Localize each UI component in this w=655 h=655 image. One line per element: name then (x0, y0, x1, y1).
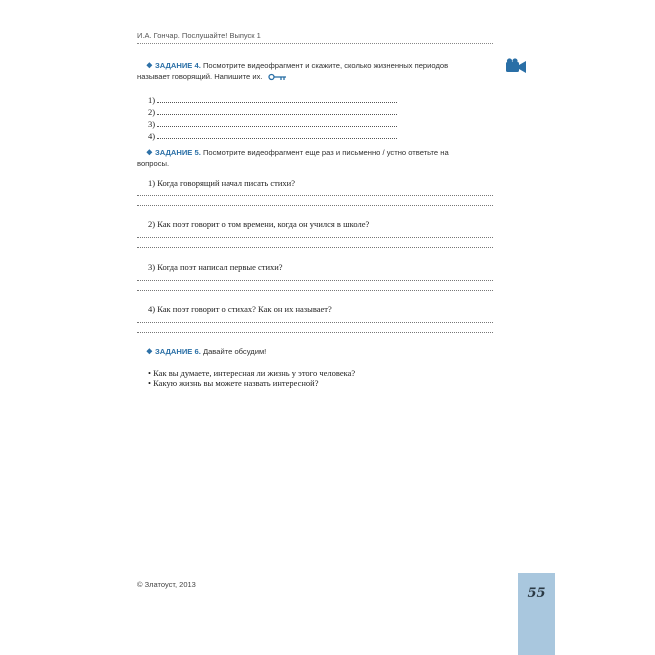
task5-question-1: 1) Когда говорящий начал писать стихи? (148, 178, 295, 188)
task6-instructions (146, 346, 506, 357)
task5-text-line1: Посмотрите видеофрагмент еще раз и письменно / устно ответьте на (202, 148, 449, 157)
task4-text-line1: Посмотрите видеофрагмент и скажите, сколько жизненных периодов (202, 61, 449, 70)
answer-line[interactable] (137, 322, 493, 323)
task6-text: Давайте обсудим! (202, 347, 267, 356)
task4-answer-line-3[interactable]: 3) (148, 119, 397, 129)
task6-label: ЗАДАНИЕ 6. (154, 347, 201, 356)
answer-line[interactable] (137, 205, 493, 206)
header-divider (137, 43, 493, 44)
task6-bullet-1: • Как вы думаете, интересная ли жизнь у этого человека? (148, 368, 356, 378)
answer-line[interactable] (137, 332, 493, 333)
task4-answer-line-4[interactable]: 4) (148, 131, 397, 141)
task5-label: ЗАДАНИЕ 5. (154, 148, 201, 157)
diamond-bullet-icon: ❖ (146, 61, 153, 70)
task5-question-2: 2) Как поэт говорит о том времени, когда он учился в школе? (148, 219, 370, 229)
task5-text-line2: вопросы. (137, 159, 170, 168)
answer-line[interactable] (137, 290, 493, 291)
task4-answer-line-1[interactable]: 1) (148, 95, 397, 105)
running-header: И.А. Гончар. Послушайте! Выпуск 1 (137, 31, 261, 40)
task5-instructions (137, 147, 506, 169)
diamond-bullet-icon: ❖ (146, 347, 153, 356)
answer-line[interactable] (137, 280, 493, 281)
task6-bullet-2: • Какую жизнь вы можете назвать интересной? (148, 378, 319, 388)
task4-text-line2: называет говорящий. Напишите их. (137, 72, 263, 81)
answer-line[interactable] (137, 237, 493, 238)
task4-answer-line-2[interactable]: 2) (148, 107, 397, 117)
task5-question-3: 3) Когда поэт написал первые стихи? (148, 262, 283, 272)
answer-line[interactable] (137, 195, 493, 196)
task5-question-4: 4) Как поэт говорит о стихах? Как он их называет? (148, 304, 332, 314)
copyright-notice: © Златоуст, 2013 (137, 580, 196, 589)
answer-line[interactable] (137, 247, 493, 248)
task4-label: ЗАДАНИЕ 4. (154, 61, 201, 70)
video-camera-icon (505, 58, 527, 74)
task4-instructions (137, 60, 506, 82)
page-number: 55 (527, 586, 546, 601)
key-icon (268, 73, 288, 81)
diamond-bullet-icon: ❖ (146, 148, 153, 157)
